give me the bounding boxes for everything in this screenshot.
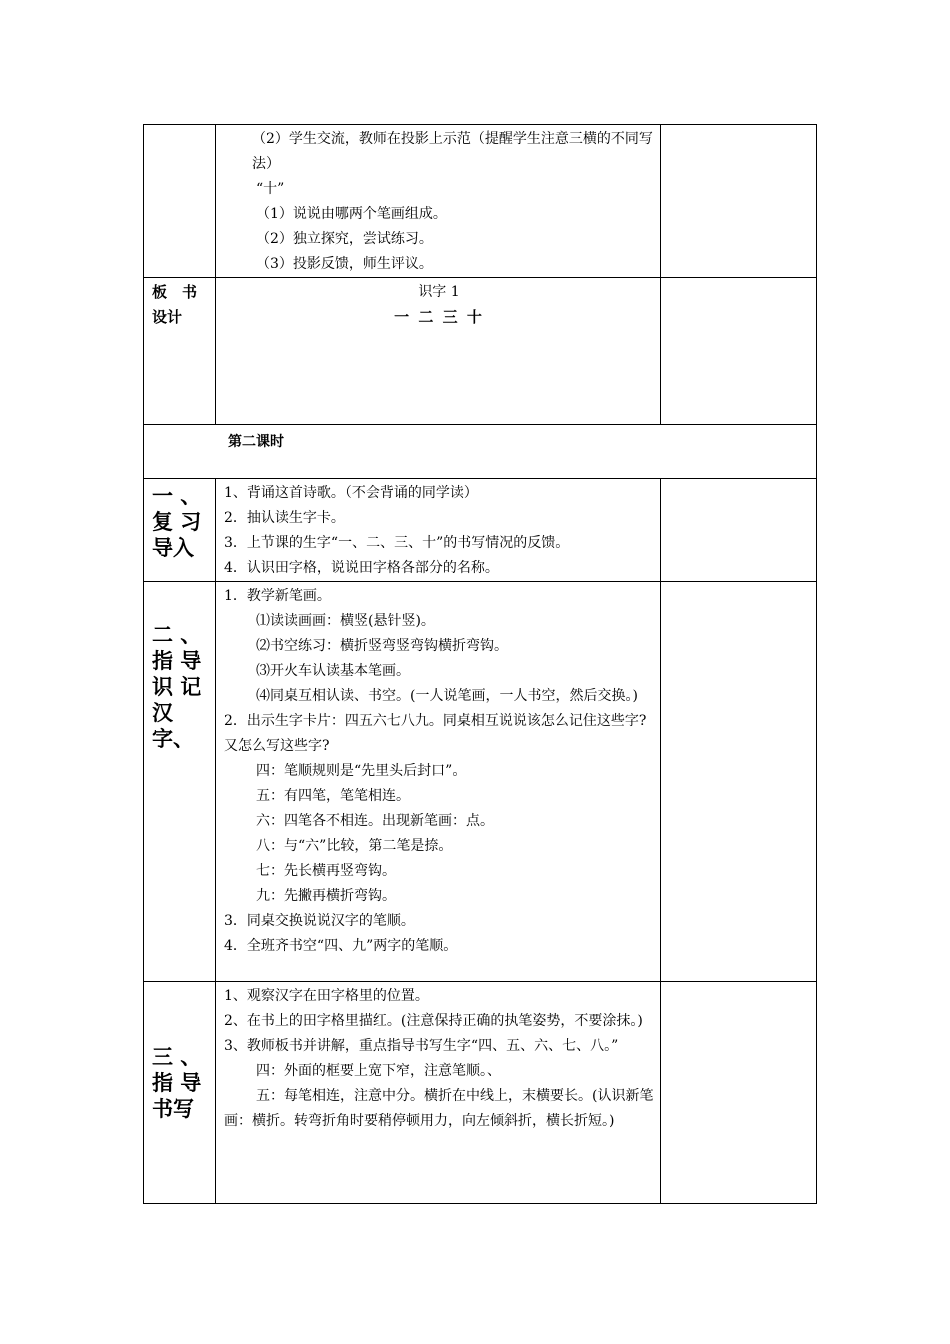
row-notes (661, 278, 817, 425)
row-content (216, 125, 661, 278)
content-line: 七：先长横再竖弯钩。 (256, 863, 396, 879)
row-review (144, 479, 817, 582)
row-content (216, 982, 661, 1204)
session-cell (144, 425, 817, 479)
content-line: （3）投影反馈，师生评议。 (256, 256, 433, 272)
row-notes (661, 125, 817, 278)
session-title: 第二课时 (228, 434, 284, 450)
row-label (144, 582, 216, 982)
content-line: 3、教师板书并讲解，重点指导书写生字“四、五、六、七、八。” (224, 1038, 619, 1054)
label-text: 板 书 (152, 283, 198, 301)
label-text: 三 、 (152, 1045, 202, 1069)
content-line: “十” (256, 181, 285, 197)
content-line: 1．教学新笔画。 (224, 588, 331, 604)
content-line: 2．出示生字卡片：四五六七八九。同桌相互说说该怎么记住这些字?又怎么写这些字? (224, 713, 647, 754)
content-line: ⑴读读画画：横竖(悬针竖)。 (256, 613, 435, 629)
content-line: 4．全班齐书空“四、九”两字的笔顺。 (224, 938, 458, 954)
row-guide-write (144, 982, 817, 1204)
content-line: （2）独立探究，尝试练习。 (256, 231, 433, 247)
row-label-empty (144, 125, 216, 278)
row-label (144, 982, 216, 1204)
row-guide-recognize (144, 582, 817, 982)
row-notes (661, 479, 817, 582)
content-line: 五：每笔相连，注意中分。横折在中线上，末横要长。(认识新笔画：横折。转弯折角时要稍停顿用力，向左倾斜折，横长折短。) (224, 1088, 654, 1129)
content-line: 八：与“六”比较，第二笔是捺。 (256, 838, 453, 854)
content-line: 2．抽认读生字卡。 (224, 510, 345, 526)
content-line: 3．上节课的生字“一、二、三、十”的书写情况的反馈。 (224, 535, 570, 551)
content-line: 四：笔顺规则是“先里头后封口”。 (256, 763, 467, 779)
content-line: 1、背诵这首诗歌。（不会背诵的同学读） (224, 485, 478, 501)
content-line: 2、在书上的田字格里描红。(注意保持正确的执笔姿势，不要涂抹。) (224, 1013, 643, 1029)
content-line: （1）说说由哪两个笔画组成。 (256, 206, 447, 222)
row-content (216, 278, 661, 425)
board-chars: 一 二 三 十 (394, 308, 484, 326)
label-text: 书写 (152, 1097, 194, 1121)
content-line: 3．同桌交换说说汉字的笔顺。 (224, 913, 415, 929)
content-line: ⑵书空练习：横折竖弯竖弯钩横折弯钩。 (256, 638, 508, 654)
content-line: （2）学生交流，教师在投影上示范（提醒学生注意三横的不同写法） (252, 131, 653, 172)
content-line: 九：先撇再横折弯钩。 (256, 888, 396, 904)
label-text: 一 、 (152, 484, 202, 508)
row-session-heading (144, 425, 817, 479)
label-text: 汉 (152, 701, 173, 725)
row-continuation (144, 125, 817, 278)
content-line: 六：四笔各不相连。出现新笔画：点。 (256, 813, 494, 829)
row-notes (661, 982, 817, 1204)
row-label (144, 278, 216, 425)
content-line: ⑶开火车认读基本笔画。 (256, 663, 410, 679)
row-notes (661, 582, 817, 982)
content-line: 五：有四笔，笔笔相连。 (256, 788, 410, 804)
row-board-design (144, 278, 817, 425)
board-title: 识字 1 (418, 284, 460, 300)
label-text: 识 记 (152, 675, 202, 699)
content-line: 4．认识田字格，说说田字格各部分的名称。 (224, 560, 499, 576)
row-label (144, 479, 216, 582)
content-line: ⑷同桌互相认读、书空。(一人说笔画，一人书空，然后交换。) (256, 688, 638, 704)
lesson-plan-table (143, 124, 817, 1204)
label-text: 复 习 (152, 510, 202, 534)
row-content (216, 582, 661, 982)
row-content (216, 479, 661, 582)
label-text: 指 导 (152, 649, 202, 673)
label-text: 字、 (152, 727, 194, 751)
content-line: 四：外面的框要上宽下窄，注意笔顺。、 (256, 1063, 501, 1079)
content-line: 1、观察汉字在田字格里的位置。 (224, 988, 429, 1004)
label-text: 导入 (152, 536, 194, 560)
label-text: 指 导 (152, 1071, 202, 1095)
label-text: 二 、 (152, 623, 202, 647)
label-text: 设计 (152, 308, 183, 326)
